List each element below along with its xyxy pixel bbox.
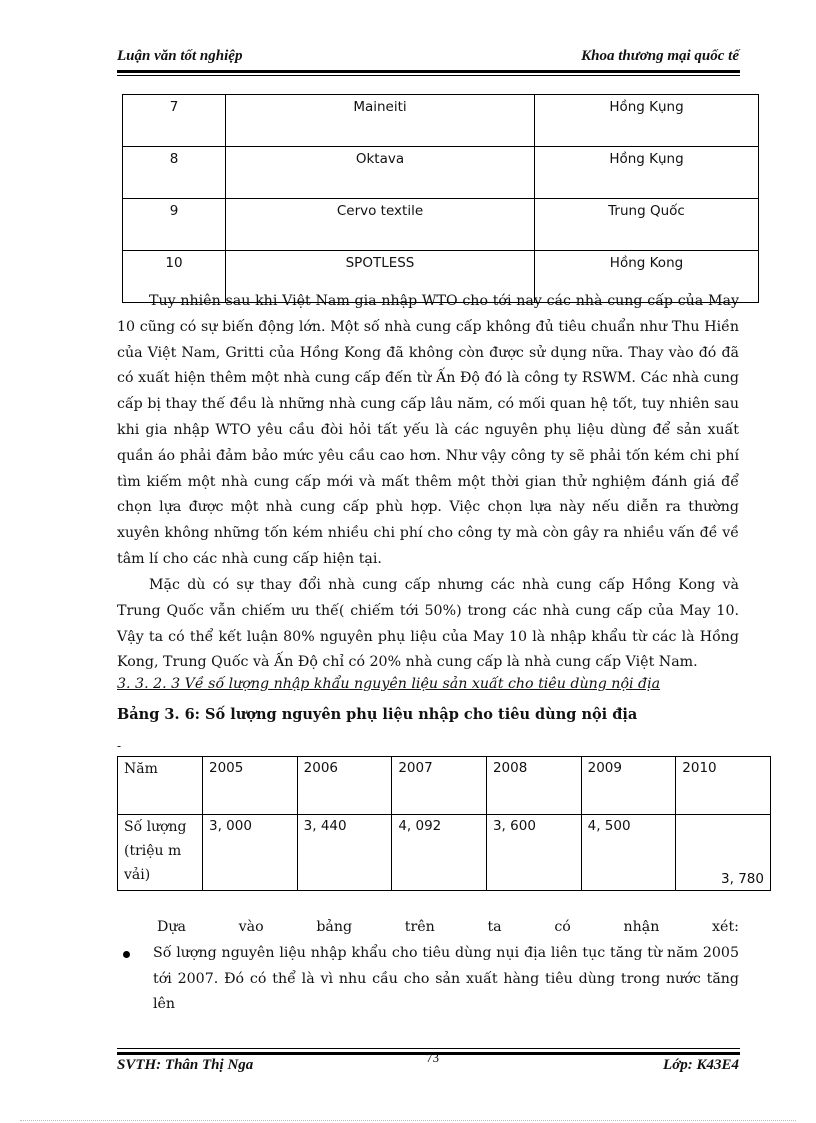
bullet-item <box>117 941 739 1018</box>
page-footer <box>117 1057 739 1077</box>
bullet-text: Số lượng nguyên liệu nhập khẩu cho tiêu dùng nụi địa liên tục tăng từ năm 2005 tới 2007. Đó có thể là vì nhu cầu cho sản xuất hàng tiêu dùng trong nước tăng lên <box>153 944 739 1013</box>
paragraph-text: Mặc dù có sự thay đổi nhà cung cấp nhưng các nhà cung cấp Hồng Kong và Trung Quốc vẫn chiếm ưu thế( chiếm tới 50%) trong các nhà cung cấp của May 10. Vậy ta có thể kết luận 80% nguyên phụ liệu của May 10 là nhập khẩu từ các là Hồng Kong, Trung Quốc và Ấn Độ chỉ có 20% nhà cung cấp là nhà cung cấp Việt Nam. <box>117 577 739 671</box>
body-paragraph-1 <box>117 289 739 573</box>
quantity-cell: 3, 000 <box>203 815 298 891</box>
header-thesis-title: Luận văn tốt nghiệp <box>117 48 243 64</box>
quantity-cell: 3, 440 <box>297 815 392 891</box>
supplier-no: 7 <box>123 95 226 147</box>
section-heading: 3. 3. 2. 3 Về số lượng nhập khẩu nguyên liệu sản xuất cho tiêu dùng nội địa <box>117 676 661 692</box>
table-row <box>123 199 759 251</box>
page-number: 73 <box>426 1050 439 1065</box>
page-header <box>117 48 739 70</box>
header-faculty: Khoa thương mại quốc tế <box>581 48 739 64</box>
quantity-cell: 4, 500 <box>581 815 676 891</box>
table-row <box>123 95 759 147</box>
quantity-table <box>117 756 771 891</box>
year-cell: 2007 <box>392 757 487 815</box>
supplier-no: 9 <box>123 199 226 251</box>
remark-word: Dựa <box>157 919 186 935</box>
quantity-cell: 4, 092 <box>392 815 487 891</box>
supplier-name: SPOTLESS <box>226 251 535 303</box>
supplier-table <box>122 94 759 303</box>
supplier-country: Hồng Kụng <box>535 95 759 147</box>
quantity-cell: 3, 600 <box>486 815 581 891</box>
dash-mark: - <box>117 739 122 753</box>
supplier-no: 10 <box>123 251 226 303</box>
remark-word: bảng <box>316 919 353 935</box>
footer-student: SVTH: Thân Thị Nga <box>117 1057 254 1073</box>
year-cell: 2005 <box>203 757 298 815</box>
header-rule-thin <box>117 75 740 76</box>
year-cell: 2010 <box>676 757 771 815</box>
supplier-country: Hồng Kong <box>535 251 759 303</box>
table-row <box>123 147 759 199</box>
supplier-country: Hồng Kụng <box>535 147 759 199</box>
remark-word: nhận <box>623 919 660 935</box>
supplier-name: Oktava <box>226 147 535 199</box>
year-cell: 2008 <box>486 757 581 815</box>
supplier-country: Trung Quốc <box>535 199 759 251</box>
year-cell: 2009 <box>581 757 676 815</box>
header-rule-thick <box>117 70 740 73</box>
remark-word: có <box>554 919 571 935</box>
paragraph-text: Tuy nhiên sau khi Việt Nam gia nhập WTO cho tới nay các nhà cung cấp của May 10 cũng có sự biến động lớn. Một số nhà cung cấp không đủ tiêu chuẩn như Thu Hiền của Việt Nam, Gritti của Hồng Kong đã không còn được sử dụng nữa. Thay vào đó đã có xuất hiện thêm một nhà cung cấp đến từ Ấn Độ đó là công ty RSWM. Các nhà cung cấp bị thay thế đều là những nhà cung cấp lâu năm, có mối quan hệ tốt, tuy nhiên sau khi gia nhập WTO yêu cầu đòi hỏi tất yếu là các nguyên phụ liệu dùng để sản xuất quần áo phải đảm bảo mức yêu cầu cao hơn. Như vậy công ty sẽ phải tốn kém chi phí tìm kiếm một nhà cung cấp mới và mất thêm một thời gian thử nghiệm đánh giá để chọn lựa được một nhà cung cấp phù hợp. Việc chọn lựa này nếu diễn ra thường xuyên không những tốn kém nhiều chi phí cho công ty mà còn gây ra nhiều vấn đề về tâm lí cho các nhà cung cấp hiện tại. <box>117 293 739 567</box>
remark-word: xét: <box>712 919 739 935</box>
quantity-cell: 3, 780 <box>676 815 771 891</box>
page-bottom-border <box>20 1120 796 1121</box>
supplier-name: Cervo textile <box>226 199 535 251</box>
year-label: Năm <box>118 757 203 815</box>
quantity-label: Số lượng (triệu m vải) <box>118 815 203 891</box>
bullet-icon <box>123 951 130 958</box>
remarks-block <box>117 915 739 1018</box>
remark-word: vào <box>238 919 264 935</box>
supplier-no: 8 <box>123 147 226 199</box>
table-row <box>118 757 771 815</box>
supplier-name: Maineiti <box>226 95 535 147</box>
remark-word: ta <box>487 919 502 935</box>
footer-rule-thin <box>117 1048 740 1049</box>
footer-class: Lớp: K43E4 <box>663 1057 739 1073</box>
year-cell: 2006 <box>297 757 392 815</box>
remark-intro <box>117 915 739 941</box>
table-caption: Bảng 3. 6: Số lượng nguyên phụ liệu nhập cho tiêu dùng nội địa <box>117 706 638 723</box>
table-row <box>118 815 771 891</box>
body-paragraph-2 <box>117 573 739 676</box>
remark-word: trên <box>404 919 435 935</box>
